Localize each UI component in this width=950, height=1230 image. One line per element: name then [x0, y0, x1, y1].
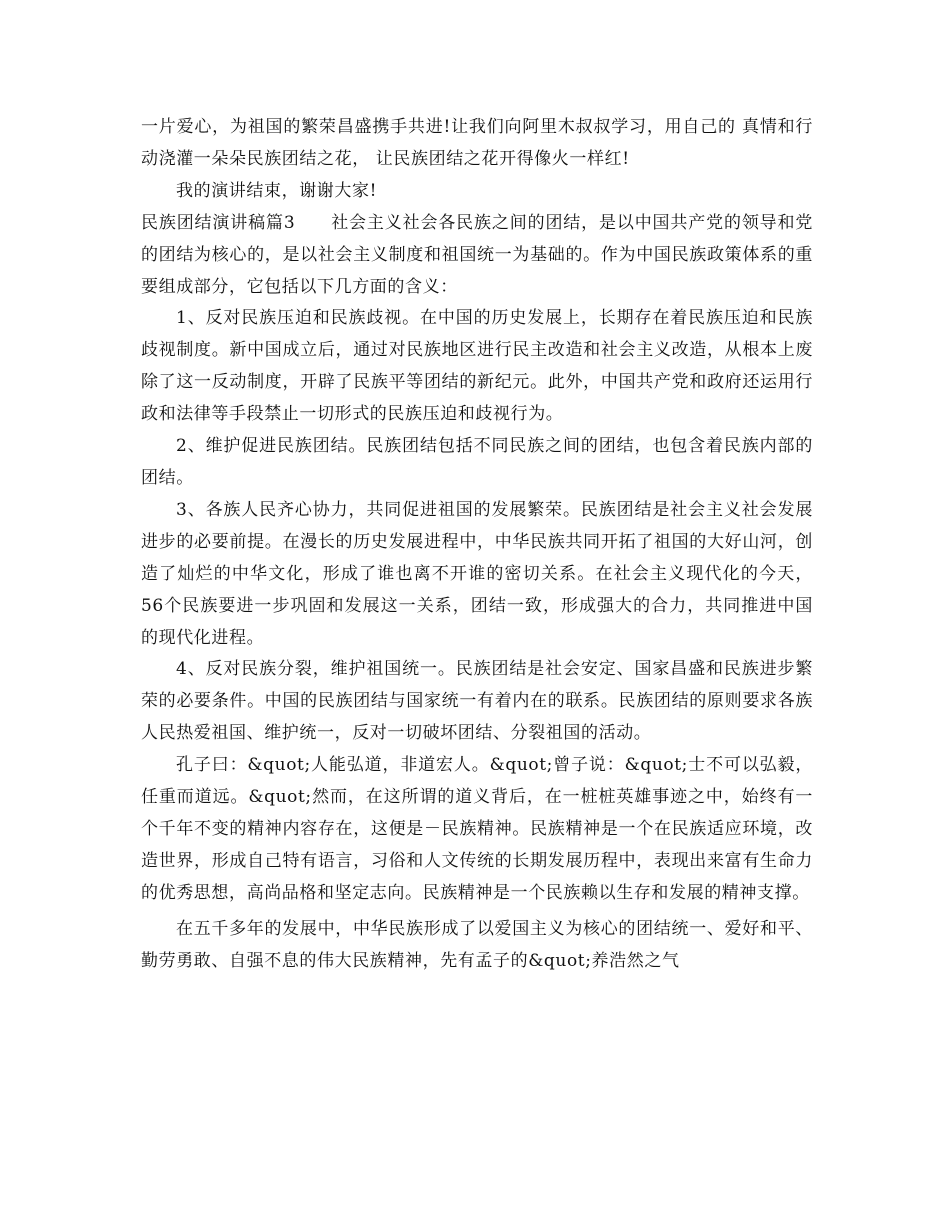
paragraph-8: 孔子曰：&quot;人能弘道，非道宏人。&quot;曾子说：&quot;士不可以弘毅，任重而道远。&quot;然而，在这所谓的道义背后，在一桩桩英雄事迹之中，始终有一个千年不变的精神内容存在，这便是－民族精神。民族精神是一个在民族适应环境，改造世界，形成自己特有语言，习俗和人文传统的长期发展历程中，表现出来富有生命力的优秀思想，高尚品格和坚定志向。民族精神是一个民族赖以生存和发展的精神支撑。: [141, 755, 813, 903]
paragraph-9: 在五千多年的发展中，中华民族形成了以爱国主义为核心的团结统一、爱好和平、勤劳勇敢、自强不息的伟大民族精神，先有孟子的&quot;养浩然之气: [141, 918, 813, 971]
paragraph-2: 我的演讲结束，谢谢大家!: [176, 180, 378, 201]
paragraph-3: 民族团结演讲稿篇3 社会主义社会各民族之间的团结，是以中国共产党的领导和党的团结为核心的，是以社会主义制度和祖国统一为基础的。作为中国民族政策体系的重要组成部分，它包括以下几方面的含义：: [141, 212, 813, 297]
paragraph-4: 1、反对民族压迫和民族歧视。在中国的历史发展上，长期存在着民族压迫和民族歧视制度。新中国成立后，通过对民族地区进行民主改造和社会主义改造，从根本上废除了这一反动制度，开辟了民族平等团结的新纪元。此外，中国共产党和政府还运用行政和法律等手段禁止一切形式的民族压迫和歧视行为。: [141, 308, 813, 425]
paragraph-5: 2、维护促进民族团结。民族团结包括不同民族之间的团结，也包含着民族内部的团结。: [141, 436, 813, 488]
paragraph-6: 3、各族人民齐心协力，共同促进祖国的发展繁荣。民族团结是社会主义社会发展进步的必要前提。在漫长的历史发展进程中，中华民族共同开拓了祖国的大好山河，创造了灿烂的中华文化，形成了谁也离不开谁的密切关系。在社会主义现代化的今天，56个民族要进一步巩固和发展这一关系，团结一致，形成强大的合力，共同推进中国的现代化进程。: [141, 499, 813, 648]
paragraph-7: 4、反对民族分裂，维护祖国统一。民族团结是社会安定、国家昌盛和民族进步繁荣的必要条件。中国的民族团结与国家统一有着内在的联系。民族团结的原则要求各族人民热爱祖国、维护统一，反对一切破坏团结、分裂祖国的活动。: [141, 659, 813, 744]
paragraph-1: 一片爱心，为祖国的繁荣昌盛携手共进!让我们向阿里木叔叔学习，用自己的 真情和行动浇灌一朵朵民族团结之花， 让民族团结之花开得像火一样红!: [141, 117, 813, 169]
document-body: [141, 112, 813, 977]
